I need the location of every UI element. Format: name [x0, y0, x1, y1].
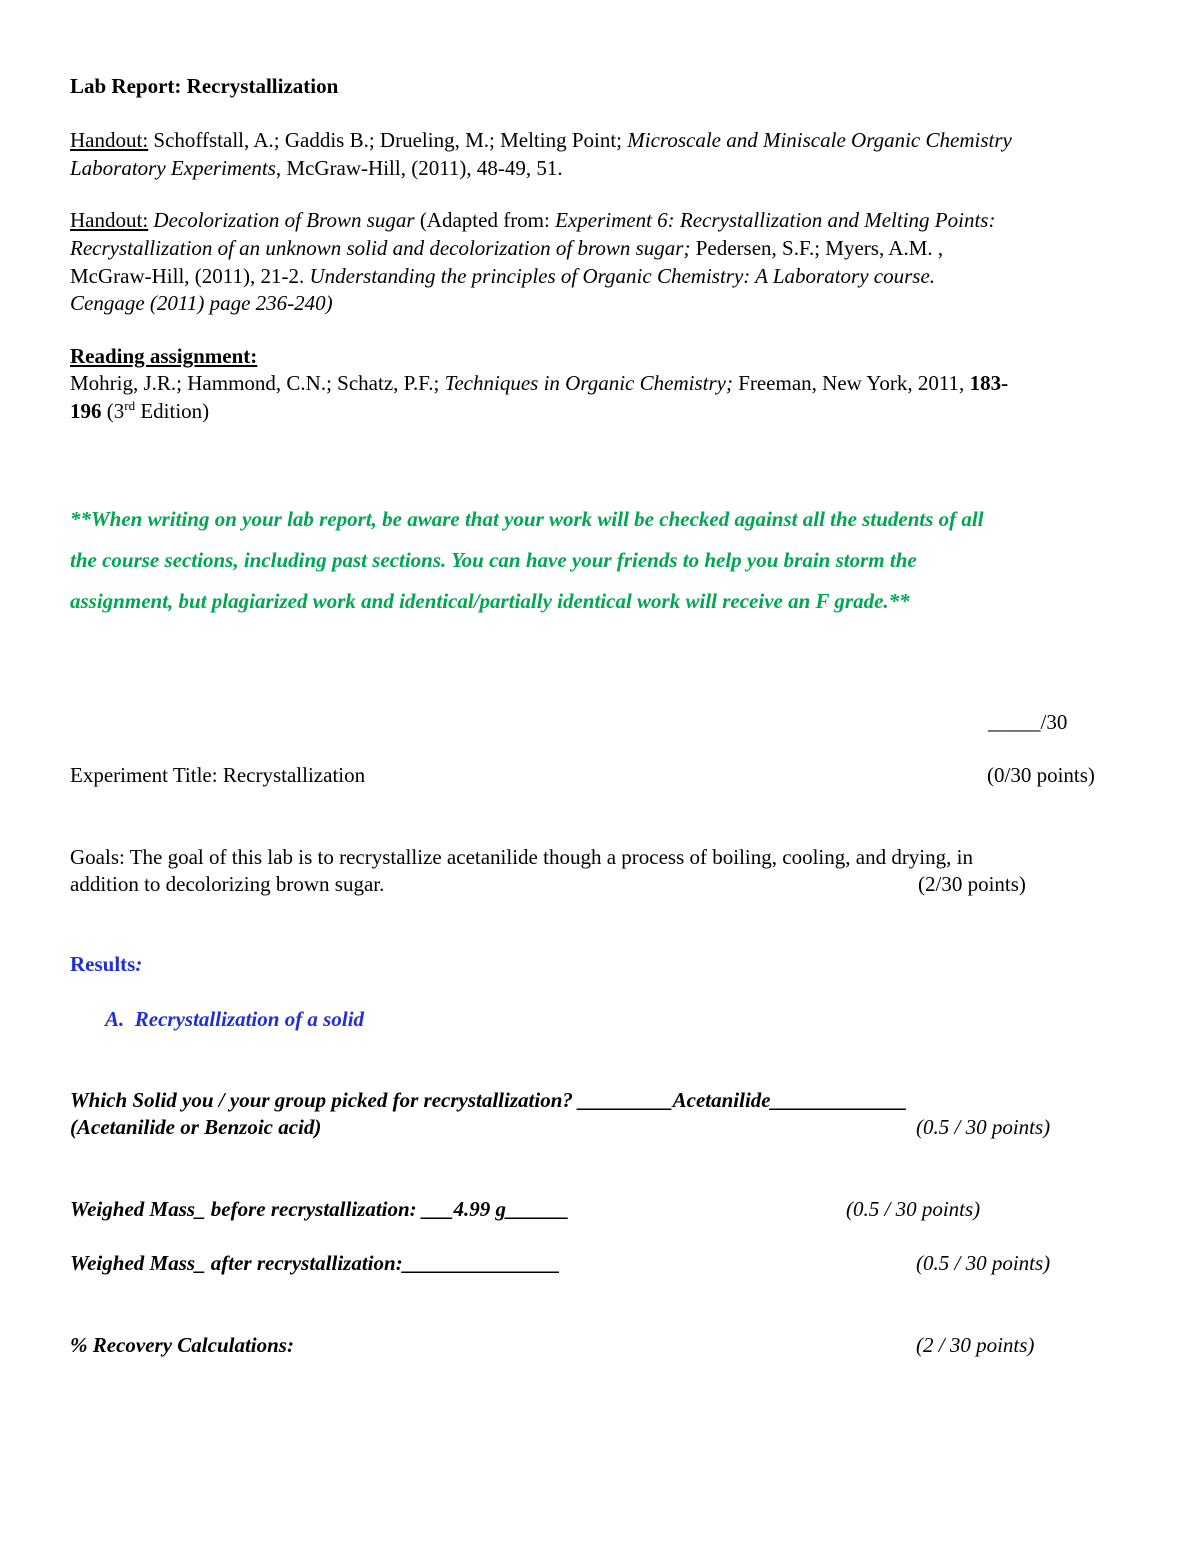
mass-before-line	[70, 1195, 569, 1223]
section-a-heading	[105, 1005, 364, 1033]
handout-1-line-2	[70, 154, 563, 182]
warning-line-2: the course sections, including past sections. You can have your friends to help you brain storm the	[70, 548, 917, 572]
reading-edition-sup: rd	[124, 398, 136, 413]
goals-points: (2/30 points)	[918, 872, 1026, 896]
document-title: Lab Report: Recrystallization	[70, 74, 339, 98]
reading-line-2	[70, 397, 209, 425]
handout-2-line-1	[70, 206, 995, 234]
results-heading-colon: :	[135, 952, 143, 976]
solid-question-line	[70, 1086, 907, 1114]
reading-pages-end: 196	[70, 399, 102, 423]
handout-2-line-3-pub: McGraw-Hill, (2011), 21-2.	[70, 264, 310, 288]
handout-2-line-2-rest: Pedersen, S.F.; Myers, A.M. ,	[690, 236, 944, 260]
mass-before-answer: ___4.99 g______	[421, 1197, 569, 1221]
handout-1-book: Microscale and Miniscale Organic Chemistry	[627, 128, 1012, 152]
section-a-letter: A.	[105, 1007, 125, 1031]
handout-1-label: Handout:	[70, 128, 149, 152]
reading-book: Techniques in Organic Chemistry;	[444, 371, 733, 395]
handout-2-line-3-italic: Understanding the principles of Organic Chemistry: A Laboratory course.	[309, 264, 936, 288]
reading-edition-pre: (3	[101, 399, 125, 423]
goals-line-2: addition to decolorizing brown sugar.	[70, 872, 385, 896]
reading-heading: Reading assignment:	[70, 344, 258, 368]
reading-authors: Mohrig, J.R.; Hammond, C.N.; Schatz, P.F.;	[70, 371, 445, 395]
solid-answer: _________Acetanilide_____________	[578, 1088, 908, 1112]
mass-after-line	[70, 1249, 560, 1277]
section-a-title: Recrystallization of a solid	[134, 1007, 365, 1031]
experiment-title: Experiment Title: Recrystallization	[70, 763, 366, 787]
results-heading-text: Results	[70, 952, 136, 976]
warning-line-1: **When writing on your lab report, be aware that your work will be checked against all the students of all	[70, 507, 984, 531]
mass-after-question: Weighed Mass_ after recrystallization:	[70, 1251, 403, 1275]
handout-1-line-1	[70, 126, 1012, 154]
reading-pages-start: 183-	[969, 371, 1009, 395]
handout-2-adapted: (Adapted from:	[414, 208, 556, 232]
solid-note: (Acetanilide or Benzoic acid)	[70, 1115, 322, 1139]
handout-2-line-2	[70, 234, 943, 262]
handout-1-authors: Schoffstall, A.; Gaddis B.; Drueling, M.; Melting Point;	[148, 128, 628, 152]
handout-2-label: Handout:	[70, 208, 149, 232]
handout-1-pub: , McGraw-Hill, (2011), 48-49, 51.	[275, 156, 563, 180]
mass-before-points: (0.5 / 30 points)	[846, 1197, 981, 1221]
handout-2-line-2-italic: Recrystallization of an unknown solid and decolorization of brown sugar;	[70, 236, 691, 260]
handout-2-experiment: Experiment 6: Recrystallization and Melting Points:	[555, 208, 996, 232]
experiment-title-points: (0/30 points)	[987, 763, 1095, 787]
warning-line-3: assignment, but plagiarized work and identical/partially identical work will receive an F grade.**	[70, 589, 910, 613]
goals-line-1: Goals: The goal of this lab is to recrystallize acetanilide though a process of boiling, cooling, and drying, in	[70, 845, 973, 869]
solid-question: Which Solid you / your group picked for recrystallization?	[70, 1088, 579, 1112]
handout-1-book-cont: Laboratory Experiments	[70, 156, 276, 180]
handout-2-line-4: Cengage (2011) page 236-240)	[70, 291, 333, 315]
total-score: _____/30	[988, 710, 1068, 734]
mass-before-question: Weighed Mass_ before recrystallization:	[70, 1197, 422, 1221]
handout-2-line-3	[70, 262, 935, 290]
recovery-points: (2 / 30 points)	[916, 1333, 1035, 1357]
mass-after-points: (0.5 / 30 points)	[916, 1251, 1051, 1275]
mass-after-answer: _______________	[402, 1251, 561, 1275]
reading-pub: Freeman, New York, 2011,	[732, 371, 970, 395]
recovery-question: % Recovery Calculations:	[70, 1333, 294, 1357]
reading-edition-post: Edition)	[135, 399, 210, 423]
results-heading	[70, 950, 142, 978]
reading-line-1	[70, 369, 1008, 397]
solid-points: (0.5 / 30 points)	[916, 1115, 1051, 1139]
handout-2-topic: Decolorization of Brown sugar	[153, 208, 415, 232]
